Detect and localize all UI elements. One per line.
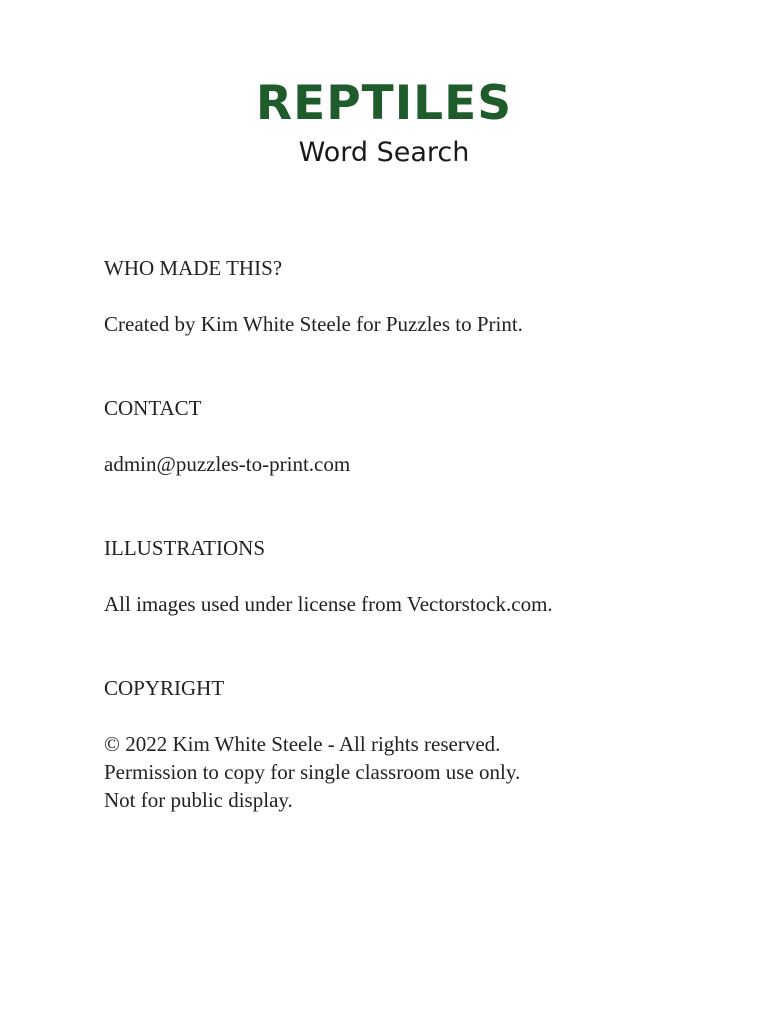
section-body bbox=[104, 730, 724, 814]
section-heading: COPYRIGHT bbox=[104, 676, 225, 700]
section-copyright bbox=[104, 674, 724, 814]
section-who-made-this bbox=[104, 254, 724, 338]
section-contact bbox=[104, 394, 724, 478]
display-restriction-line: Not for public display. bbox=[104, 788, 293, 812]
credit-text: Created by Kim White Steele for Puzzles to Print. bbox=[104, 312, 523, 336]
section-body bbox=[104, 310, 724, 338]
page-subtitle: Word Search bbox=[298, 137, 470, 168]
copyright-line: © 2022 Kim White Steele - All rights reserved. bbox=[104, 732, 501, 756]
section-illustrations bbox=[104, 534, 724, 618]
page-header bbox=[0, 78, 768, 170]
section-body bbox=[104, 450, 724, 478]
permission-line: Permission to copy for single classroom use only. bbox=[104, 760, 521, 784]
contact-email: admin@puzzles-to-print.com bbox=[104, 452, 351, 476]
illustrations-text: All images used under license from Vectorstock.com. bbox=[104, 592, 553, 616]
section-heading: CONTACT bbox=[104, 396, 202, 420]
section-body bbox=[104, 590, 724, 618]
section-heading: ILLUSTRATIONS bbox=[104, 536, 265, 560]
info-content bbox=[104, 254, 724, 870]
section-heading: WHO MADE THIS? bbox=[104, 256, 283, 280]
page-title: REPTILES bbox=[255, 76, 513, 131]
